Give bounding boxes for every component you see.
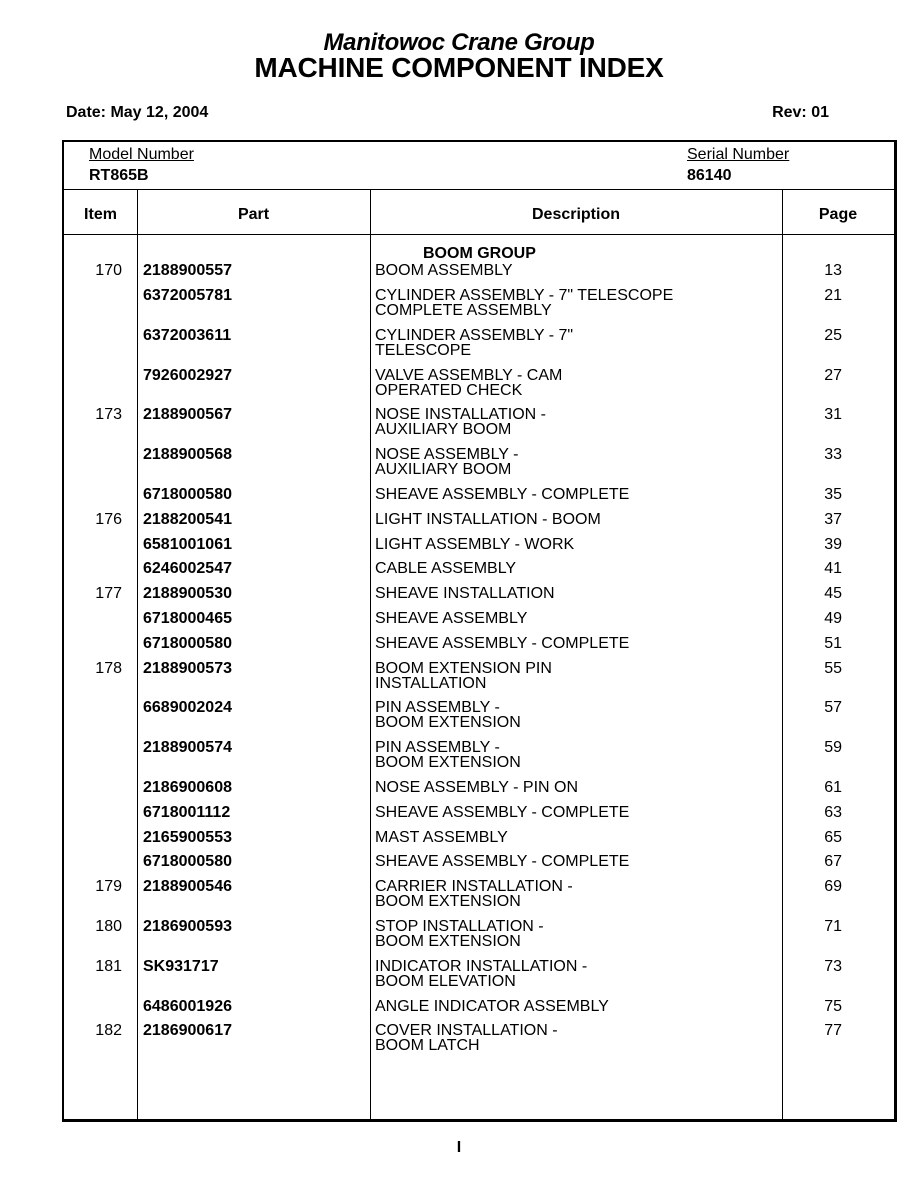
part-number: 6718001112 bbox=[143, 804, 231, 821]
part-description: SHEAVE ASSEMBLY bbox=[375, 610, 528, 627]
part-description: CABLE ASSEMBLY bbox=[375, 560, 517, 577]
part-number: 2186900608 bbox=[143, 779, 232, 796]
part-description: NOSE ASSEMBLY - PIN ON bbox=[375, 779, 579, 796]
page-reference: 63 bbox=[824, 804, 842, 821]
part-number: 6718000465 bbox=[143, 610, 232, 627]
page-reference: 75 bbox=[824, 998, 842, 1015]
part-description: VALVE ASSEMBLY - CAM OPERATED CHECK bbox=[375, 367, 563, 399]
part-number: 2188200541 bbox=[143, 511, 232, 528]
part-number: 2188900530 bbox=[143, 585, 232, 602]
page-reference: 55 bbox=[824, 660, 842, 677]
part-description: PIN ASSEMBLY - BOOM EXTENSION bbox=[375, 699, 521, 731]
page-reference: 45 bbox=[824, 585, 842, 602]
item-number: 176 bbox=[95, 511, 122, 528]
column-divider-part bbox=[370, 190, 371, 1119]
page-reference: 73 bbox=[824, 958, 842, 975]
part-number: SK931717 bbox=[143, 958, 219, 975]
part-description: SHEAVE ASSEMBLY - COMPLETE bbox=[375, 486, 630, 503]
page-reference: 31 bbox=[824, 406, 842, 423]
page-reference: 61 bbox=[824, 779, 842, 796]
part-number: 6718000580 bbox=[143, 853, 232, 870]
item-number: 177 bbox=[95, 585, 122, 602]
part-number: 2188900567 bbox=[143, 406, 232, 423]
part-description: SHEAVE ASSEMBLY - COMPLETE bbox=[375, 635, 630, 652]
page-reference: 57 bbox=[824, 699, 842, 716]
part-number: 2188900546 bbox=[143, 878, 232, 895]
part-number: 7926002927 bbox=[143, 367, 232, 384]
part-number: 6718000580 bbox=[143, 635, 232, 652]
model-number-value: RT865B bbox=[89, 167, 149, 184]
item-number: 182 bbox=[95, 1022, 122, 1039]
column-header-item: Item bbox=[84, 206, 117, 223]
page-reference: 67 bbox=[824, 853, 842, 870]
part-number: 2188900573 bbox=[143, 660, 232, 677]
part-number: 2186900593 bbox=[143, 918, 232, 935]
page-number: I bbox=[456, 1139, 462, 1156]
part-description: LIGHT INSTALLATION - BOOM bbox=[375, 511, 601, 528]
page-reference: 51 bbox=[824, 635, 842, 652]
part-number: 2186900617 bbox=[143, 1022, 232, 1039]
part-number: 2188900557 bbox=[143, 262, 232, 279]
document-date: Date: May 12, 2004 bbox=[66, 104, 209, 121]
part-number: 6718000580 bbox=[143, 486, 232, 503]
page-reference: 25 bbox=[824, 327, 842, 344]
page-reference: 35 bbox=[824, 486, 842, 503]
part-number: 6581001061 bbox=[143, 536, 232, 553]
part-description: STOP INSTALLATION - BOOM EXTENSION bbox=[375, 918, 544, 950]
page-reference: 69 bbox=[824, 878, 842, 895]
company-name: Manitowoc Crane Group bbox=[323, 29, 595, 56]
item-number: 179 bbox=[95, 878, 122, 895]
column-divider-item bbox=[137, 190, 138, 1119]
part-number: 6689002024 bbox=[143, 699, 232, 716]
part-description: COVER INSTALLATION - BOOM LATCH bbox=[375, 1022, 558, 1054]
part-description: CYLINDER ASSEMBLY - 7" TELESCOPE bbox=[375, 327, 574, 359]
part-description: CYLINDER ASSEMBLY - 7" TELESCOPE COMPLETE ASSEMBLY bbox=[375, 287, 674, 319]
page-reference: 13 bbox=[824, 262, 842, 279]
group-title: BOOM GROUP bbox=[423, 245, 536, 262]
model-number-label: Model Number bbox=[89, 146, 194, 163]
part-description: NOSE ASSEMBLY - AUXILIARY BOOM bbox=[375, 446, 519, 478]
page-reference: 37 bbox=[824, 511, 842, 528]
page-reference: 21 bbox=[824, 287, 842, 304]
part-number: 6246002547 bbox=[143, 560, 232, 577]
part-description: BOOM ASSEMBLY bbox=[375, 262, 513, 279]
part-number: 6372005781 bbox=[143, 287, 232, 304]
page-reference: 65 bbox=[824, 829, 842, 846]
header-divider bbox=[64, 189, 894, 190]
column-divider-description bbox=[782, 190, 783, 1119]
item-number: 180 bbox=[95, 918, 122, 935]
column-header-part: Part bbox=[237, 206, 270, 223]
serial-number-label: Serial Number bbox=[687, 146, 790, 163]
page-reference: 41 bbox=[824, 560, 842, 577]
page-reference: 59 bbox=[824, 739, 842, 756]
page-reference: 39 bbox=[824, 536, 842, 553]
serial-number-value: 86140 bbox=[687, 167, 732, 184]
column-header-description: Description bbox=[531, 206, 620, 223]
part-description: CARRIER INSTALLATION - BOOM EXTENSION bbox=[375, 878, 573, 910]
document-revision: Rev: 01 bbox=[772, 104, 829, 121]
part-description: INDICATOR INSTALLATION - BOOM ELEVATION bbox=[375, 958, 588, 990]
part-description: MAST ASSEMBLY bbox=[375, 829, 508, 846]
item-number: 181 bbox=[95, 958, 122, 975]
part-number: 2165900553 bbox=[143, 829, 232, 846]
part-description: BOOM EXTENSION PIN INSTALLATION bbox=[375, 660, 552, 692]
part-description: LIGHT ASSEMBLY - WORK bbox=[375, 536, 575, 553]
part-description: NOSE INSTALLATION - AUXILIARY BOOM bbox=[375, 406, 546, 438]
page-reference: 77 bbox=[824, 1022, 842, 1039]
document-title: MACHINE COMPONENT INDEX bbox=[254, 52, 664, 83]
page-reference: 27 bbox=[824, 367, 842, 384]
part-number: 2188900574 bbox=[143, 739, 232, 756]
component-index-table bbox=[62, 140, 897, 1122]
page-reference: 33 bbox=[824, 446, 842, 463]
item-number: 178 bbox=[95, 660, 122, 677]
part-description: SHEAVE INSTALLATION bbox=[375, 585, 555, 602]
part-number: 6372003611 bbox=[143, 327, 232, 344]
part-description: PIN ASSEMBLY - BOOM EXTENSION bbox=[375, 739, 521, 771]
item-number: 170 bbox=[95, 262, 122, 279]
part-description: SHEAVE ASSEMBLY - COMPLETE bbox=[375, 853, 630, 870]
part-description: SHEAVE ASSEMBLY - COMPLETE bbox=[375, 804, 630, 821]
page-reference: 49 bbox=[824, 610, 842, 627]
page-reference: 71 bbox=[824, 918, 842, 935]
part-number: 2188900568 bbox=[143, 446, 232, 463]
part-description: ANGLE INDICATOR ASSEMBLY bbox=[375, 998, 609, 1015]
column-header-divider bbox=[64, 234, 894, 235]
item-number: 173 bbox=[95, 406, 122, 423]
part-number: 6486001926 bbox=[143, 998, 232, 1015]
column-header-page: Page bbox=[818, 206, 858, 223]
